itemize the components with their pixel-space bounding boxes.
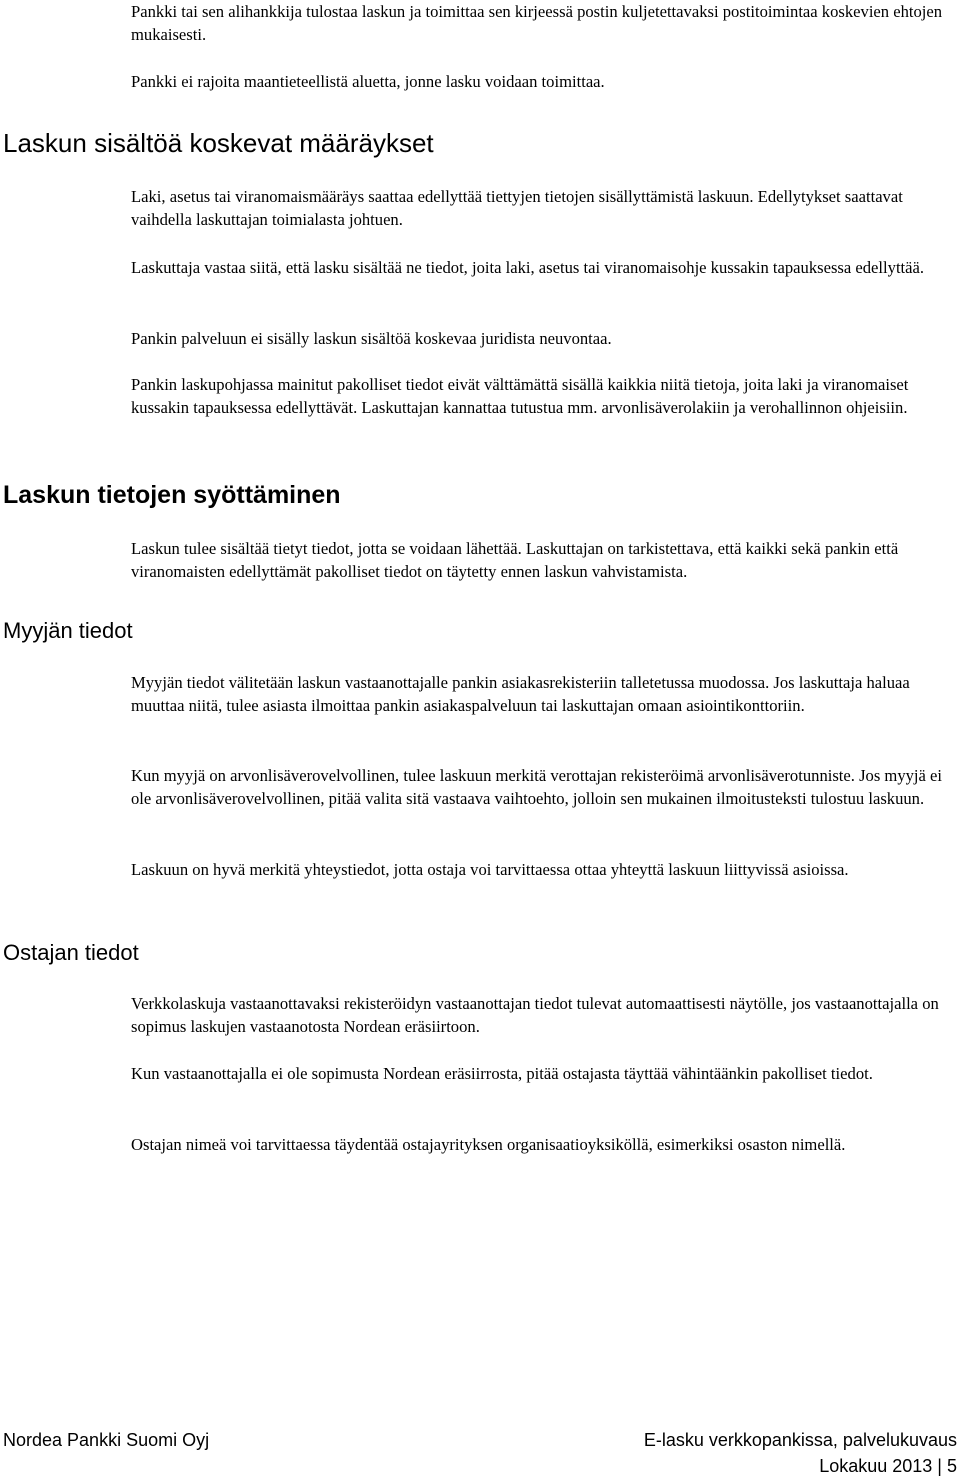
section1-paragraph-1: Laki, asetus tai viranomaismääräys saattaa edellyttää tiettyjen tietojen sisällyttämistä laskuun. Edellytykset saattavat vaihdella laskuttajan toimialasta johtuen.: [131, 187, 903, 230]
seller-paragraph-1: Myyjän tiedot välitetään laskun vastaanottajalle pankin asiakasrekisteriin talletetussa muodossa. Jos laskuttaja haluaa muuttaa niitä, tulee asiasta ilmoittaa pankin asiakaspalveluun tai laskuttajan omaan asiointikonttoriin.: [131, 673, 910, 716]
footer-document-title: E-lasku verkkopankissa, palvelukuvaus: [643, 1430, 957, 1450]
subsection-heading-seller: Myyjän tiedot: [3, 618, 133, 643]
section1-paragraph-3: Pankin palveluun ei sisälly laskun sisältöä koskevaa juridista neuvontaa.: [131, 329, 612, 348]
footer-company-name: Nordea Pankki Suomi Oyj: [3, 1430, 210, 1450]
seller-paragraph-3: Laskuun on hyvä merkitä yhteystiedot, jotta ostaja voi tarvittaessa ottaa yhteyttä laskuun liittyvissä asioissa.: [131, 860, 849, 879]
section1-paragraph-2: Laskuttaja vastaa siitä, että lasku sisältää ne tiedot, joita laki, asetus tai viranomaisohje kussakin tapauksessa edellyttää.: [131, 258, 925, 277]
intro-paragraph-2: Pankki ei rajoita maantieteellistä aluetta, jonne lasku voidaan toimittaa.: [131, 72, 605, 91]
section-heading-invoice-data-entry: Laskun tietojen syöttäminen: [3, 481, 341, 509]
footer-date-page-number: Lokakuu 2013 | 5: [819, 1456, 957, 1476]
section-heading-invoice-content-rules: Laskun sisältöä koskevat määräykset: [3, 128, 434, 158]
buyer-paragraph-1: Verkkolaskuja vastaanottavaksi rekisteröidyn vastaanottajan tiedot tulevat automaattisesti näytölle, jos vastaanottajalla on sopimus laskujen vastaanotosta Nordean eräsiirtoon.: [131, 994, 939, 1037]
subsection-heading-buyer: Ostajan tiedot: [3, 940, 139, 965]
buyer-paragraph-2: Kun vastaanottajalla ei ole sopimusta Nordean eräsiirrosta, pitää ostajasta täyttää vähintäänkin pakolliset tiedot.: [131, 1064, 873, 1083]
seller-paragraph-2: Kun myyjä on arvonlisäverovelvollinen, tulee laskuun merkitä verottajan rekisteröimä arvonlisäverotunniste. Jos myyjä ei ole arvonlisäverovelvollinen, pitää valita sitä vastaava vaihtoehto, jolloin sen mukainen ilmoitusteksti tulostuu laskuun.: [131, 766, 943, 809]
section2-paragraph-1: Laskun tulee sisältää tietyt tiedot, jotta se voidaan lähettää. Laskuttajan on tarkistettava, että kaikki sekä pankin että viranomaisten edellyttämät pakolliset tiedot on täytetty ennen laskun vahvistamista.: [131, 539, 899, 582]
section1-paragraph-4: Pankin laskupohjassa mainitut pakolliset tiedot eivät välttämättä sisällä kaikkia niitä tietoja, joita laki ja viranomaiset kussakin tapauksessa edellyttävät. Laskuttajan kannattaa tutustua mm. arvonlisäverolakiin ja verohallinnon ohjeisiin.: [131, 375, 909, 418]
intro-paragraph-1: Pankki tai sen alihankkija tulostaa laskun ja toimittaa sen kirjeessä postin kuljetettavaksi postitoimintaa koskevien ehtojen mukaisesti.: [131, 2, 943, 45]
buyer-paragraph-3: Ostajan nimeä voi tarvittaessa täydentää ostajayrityksen organisaatioyksiköllä, esimerkiksi osaston nimellä.: [131, 1135, 846, 1154]
